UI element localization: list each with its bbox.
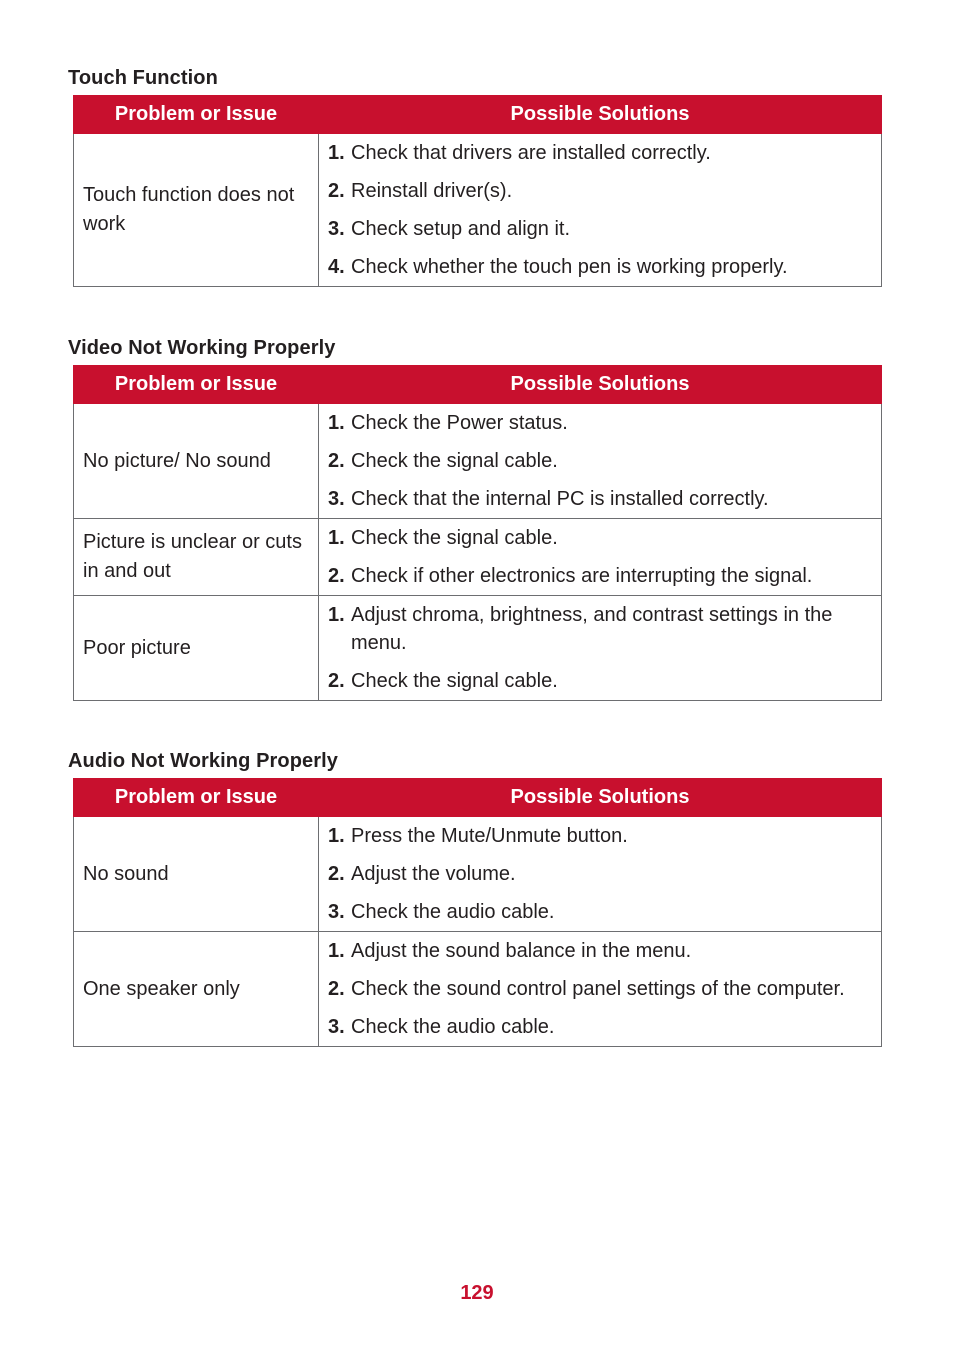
solution-item [328, 601, 869, 657]
troubleshooting-table [73, 778, 882, 1047]
step-text: Adjust chroma, brightness, and contrast settings in the menu. [351, 604, 833, 654]
issue-cell: Picture is unclear or cuts in and out [74, 519, 319, 596]
section-title: Touch Function [68, 67, 218, 89]
troubleshooting-table [73, 365, 882, 701]
solution-list [319, 932, 881, 1046]
step-text: Check the signal cable. [351, 450, 558, 472]
step-number: 1. [328, 412, 345, 434]
step-number: 3. [328, 1016, 345, 1038]
solution-item [328, 409, 869, 437]
solutions-cell [319, 404, 882, 519]
solution-list [319, 134, 881, 286]
solution-item [328, 975, 869, 1003]
step-text: Check the signal cable. [351, 527, 558, 549]
step-text: Reinstall driver(s). [351, 180, 513, 202]
solutions-cell [319, 134, 882, 287]
step-text: Adjust the sound balance in the menu. [351, 940, 692, 962]
solution-list [319, 519, 881, 595]
solution-list [319, 817, 881, 931]
solution-item [328, 524, 869, 552]
step-text: Press the Mute/Unmute button. [351, 825, 628, 847]
solution-item [328, 215, 869, 243]
solutions-cell [319, 817, 882, 932]
step-text: Check the audio cable. [351, 901, 555, 923]
solution-item [328, 898, 869, 926]
solution-item [328, 485, 869, 513]
step-number: 2. [328, 565, 345, 587]
step-text: Check that the internal PC is installed correctly. [351, 488, 769, 510]
column-header-issue: Problem or Issue [74, 366, 319, 404]
issue-cell: Touch function does not work [74, 134, 319, 287]
column-header-issue: Problem or Issue [74, 779, 319, 817]
section-touch-function [68, 66, 882, 287]
section-video [68, 336, 882, 701]
solution-item [328, 253, 869, 281]
issue-cell: Poor picture [74, 596, 319, 701]
issue-cell: No picture/ No sound [74, 404, 319, 519]
step-number: 1. [328, 940, 345, 962]
solution-item [328, 1013, 869, 1041]
step-number: 2. [328, 180, 345, 202]
table-row [74, 932, 882, 1047]
solution-item [328, 139, 869, 167]
solutions-cell [319, 519, 882, 596]
issue-cell: No sound [74, 817, 319, 932]
step-text: Check whether the touch pen is working properly. [351, 256, 788, 278]
step-number: 1. [328, 527, 345, 549]
section-title: Audio Not Working Properly [68, 750, 339, 772]
step-number: 2. [328, 863, 345, 885]
table-row [74, 596, 882, 701]
step-text: Check the sound control panel settings of the computer. [351, 978, 845, 1000]
solution-item [328, 447, 869, 475]
solution-list [319, 596, 881, 700]
step-number: 4. [328, 256, 345, 278]
section-audio [68, 749, 882, 1047]
table-row [74, 134, 882, 287]
solution-item [328, 667, 869, 695]
solution-list [319, 404, 881, 518]
step-text: Check the audio cable. [351, 1016, 555, 1038]
step-text: Adjust the volume. [351, 863, 516, 885]
solutions-cell [319, 596, 882, 701]
section-title: Video Not Working Properly [68, 337, 336, 359]
solution-item [328, 860, 869, 888]
table-header-row [74, 366, 882, 404]
table-header-row [74, 779, 882, 817]
step-text: Check the Power status. [351, 412, 568, 434]
step-text: Check the signal cable. [351, 670, 558, 692]
table-header-row [74, 96, 882, 134]
column-header-solutions: Possible Solutions [319, 366, 882, 404]
page-number: 129 [460, 1282, 494, 1304]
step-text: Check setup and align it. [351, 218, 571, 240]
column-header-solutions: Possible Solutions [319, 779, 882, 817]
step-number: 1. [328, 604, 345, 626]
step-number: 2. [328, 450, 345, 472]
step-number: 2. [328, 978, 345, 1000]
step-number: 3. [328, 488, 345, 510]
table-row [74, 817, 882, 932]
step-number: 3. [328, 218, 345, 240]
step-number: 3. [328, 901, 345, 923]
table-row [74, 519, 882, 596]
step-number: 1. [328, 825, 345, 847]
solution-item [328, 937, 869, 965]
table-row [74, 404, 882, 519]
step-text: Check if other electronics are interrupting the signal. [351, 565, 813, 587]
troubleshooting-table [73, 95, 882, 287]
column-header-issue: Problem or Issue [74, 96, 319, 134]
solution-item [328, 562, 869, 590]
step-number: 1. [328, 142, 345, 164]
step-text: Check that drivers are installed correctly. [351, 142, 711, 164]
solutions-cell [319, 932, 882, 1047]
column-header-solutions: Possible Solutions [319, 96, 882, 134]
solution-item [328, 177, 869, 205]
issue-cell: One speaker only [74, 932, 319, 1047]
solution-item [328, 822, 869, 850]
step-number: 2. [328, 670, 345, 692]
